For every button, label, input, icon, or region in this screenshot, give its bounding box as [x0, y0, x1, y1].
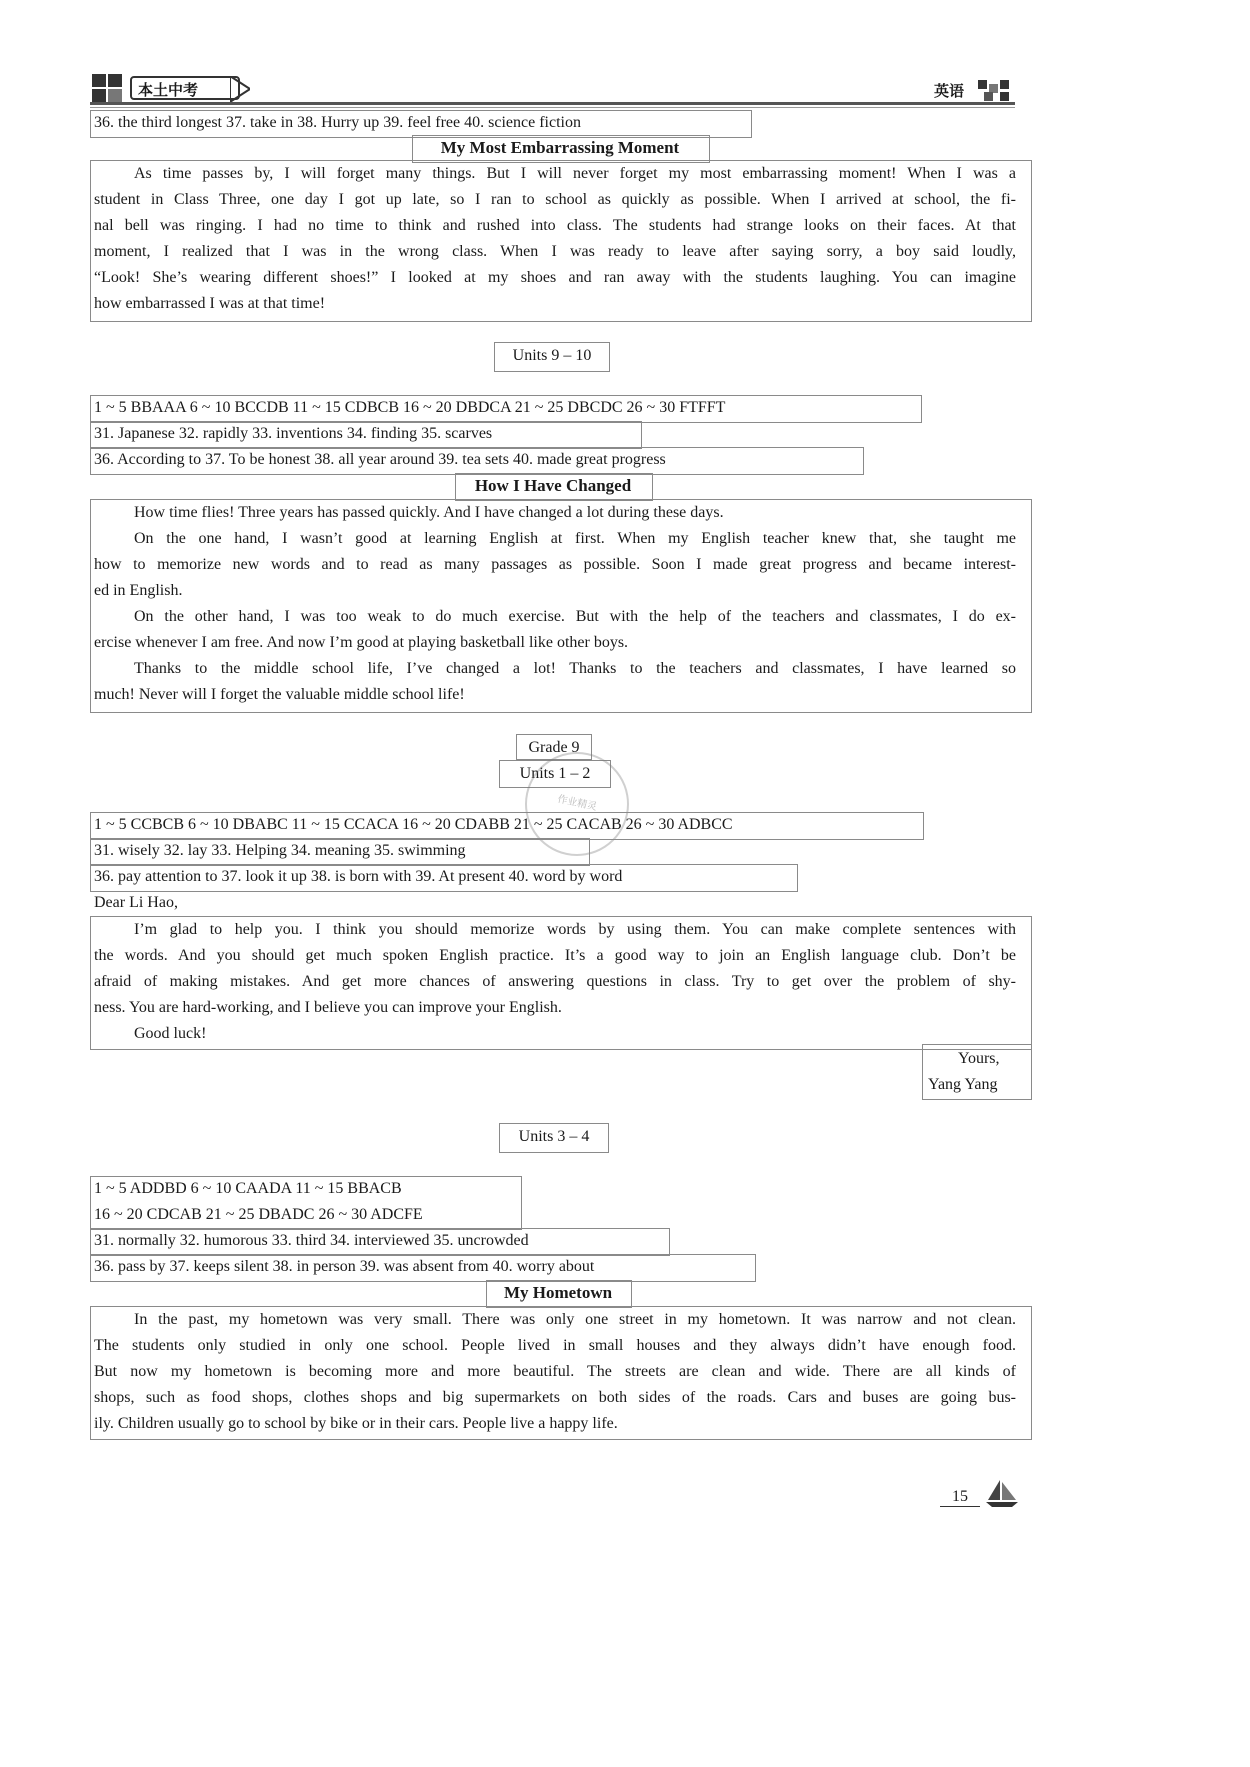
unit-label: Units 1 – 2 — [499, 760, 611, 788]
essay-line: ily. Children usually go to school by bike or in their cars. People live a happy life. — [94, 1415, 618, 1432]
answers-line: 36. pass by 37. keeps silent 38. in person 39. was absent from 40. worry about — [94, 1258, 595, 1275]
essay-title: How I Have Changed — [474, 476, 632, 495]
answers-line: 1 ~ 5 ADDBD 6 ~ 10 CAADA 11 ~ 15 BBACB — [94, 1180, 402, 1197]
answers-line: 36. pay attention to 37. look it up 38. is born with 39. At present 40. word by word — [94, 868, 623, 885]
header-logo-squares — [92, 74, 128, 104]
answers-line: 1 ~ 5 BBAAA 6 ~ 10 BCCDB 11 ~ 15 CDBCB 16 ~ 20 DBDCA 21 ~ 25 DBCDC 26 ~ 30 FTFFT — [94, 399, 726, 416]
essay-line: On the other hand, I was too weak to do much exercise. But with the help of the teachers and classmates, I do ex- — [134, 608, 1016, 625]
essay-line: How time flies! Three years has passed quickly. And I have changed a lot during these days. — [134, 504, 724, 521]
letter-line: the words. And you should get much spoken English practice. It’s a good way to join an English language club. Don’t be — [94, 947, 1016, 964]
stamp-text: 作业精灵 — [556, 793, 598, 814]
answers-line: 36. the third longest 37. take in 38. Hurry up 39. feel free 40. science fiction — [94, 114, 581, 131]
essay-line: But now my hometown is becoming more and more beautiful. The streets are clean and wide. There are all kinds of — [94, 1363, 1016, 1380]
essay-line: student in Class Three, one day I got up late, so I ran to school as quickly as possible. When I arrived at school, the fi- — [94, 191, 1016, 208]
signature: Yang Yang — [928, 1076, 998, 1093]
letter-line: I’m glad to help you. I think you should memorize words by using them. You can make complete sentences with — [134, 921, 1016, 938]
essay-line: ercise whenever I am free. And now I’m good at playing basketball like other boys. — [94, 634, 629, 651]
essay-line: Thanks to the middle school life, I’ve changed a lot! Thanks to the teachers and classmates, I have learned so — [134, 660, 1016, 677]
essay-line: The students only studied in only one school. People lived in small houses and they always didn’t have enough food. — [94, 1337, 1016, 1354]
essay-line: In the past, my hometown was very small. There was only one street in my hometown. It was narrow and not clean. — [134, 1311, 1016, 1328]
answers-line: 31. normally 32. humorous 33. third 34. interviewed 35. uncrowded — [94, 1232, 529, 1249]
essay-line: how to memorize new words and to read as many passages as possible. Soon I made great progress and became interest- — [94, 556, 1016, 573]
header-book-title — [130, 76, 240, 100]
letter-line: ness. You are hard-working, and I believe you can improve your English. — [94, 999, 562, 1016]
answers-line: 31. wisely 32. lay 33. Helping 34. meaning 35. swimming — [94, 842, 466, 859]
header-divider-thin — [90, 107, 1015, 108]
book-title-text: 本土中考 — [138, 81, 199, 99]
letter-close: Good luck! — [134, 1025, 207, 1042]
unit-label: Units 9 – 10 — [494, 342, 610, 372]
letter-greeting: Dear Li Hao, — [94, 894, 178, 911]
answers-line: 36. According to 37. To be honest 38. all year around 39. tea sets 40. made great progress — [94, 451, 666, 468]
unit-label: Units 3 – 4 — [499, 1123, 609, 1153]
essay-line: “Look! She’s wearing different shoes!” I looked at my shoes and ran away with the students laughing. You can imagine — [94, 269, 1016, 286]
page-number: 15 — [940, 1488, 980, 1507]
essay-line: shops, such as food shops, clothes shops and big supermarkets on both sides of the roads. Cars and buses are going bus- — [94, 1389, 1016, 1406]
answers-line: 16 ~ 20 CDCAB 21 ~ 25 DBADC 26 ~ 30 ADCFE — [94, 1206, 423, 1223]
essay-line: moment, I realized that I was in the wrong class. When I was ready to leave after saying sorry, a boy said loudly, — [94, 243, 1016, 260]
essay-title: My Hometown — [503, 1283, 613, 1302]
essay-line: much! Never will I forget the valuable middle school life! — [94, 686, 465, 703]
grade-label: Grade 9 — [516, 734, 592, 760]
header-subject: 英语 — [934, 82, 965, 100]
essay-line: On the one hand, I wasn’t good at learning English at first. When my English teacher knew that, she taught me — [134, 530, 1016, 547]
signoff: Yours, — [958, 1050, 1000, 1067]
letter-line: afraid of making mistakes. And get more chances of answering questions in class. Try to get over the problem of shy- — [94, 973, 1016, 990]
header-divider — [90, 102, 1015, 105]
answers-line: 31. Japanese 32. rapidly 33. inventions 34. finding 35. scarves — [94, 425, 493, 442]
essay-line: As time passes by, I will forget many things. But I will never forget my most embarrassing moment! When I was a — [134, 165, 1016, 182]
sailboat-icon — [984, 1478, 1020, 1513]
essay-line: ed in English. — [94, 582, 183, 599]
essay-line: how embarrassed I was at that time! — [94, 295, 326, 312]
answers-line: 1 ~ 5 CCBCB 6 ~ 10 DBABC 11 ~ 15 CCACA 16 ~ 20 CDABB 21 ~ 25 CACAB 26 ~ 30 ADBCC — [94, 816, 733, 833]
essay-line: nal bell was ringing. I had no time to think and rushed into class. The students had strange looks on their faces. At that — [94, 217, 1016, 234]
essay-title: My Most Embarrassing Moment — [440, 138, 680, 157]
